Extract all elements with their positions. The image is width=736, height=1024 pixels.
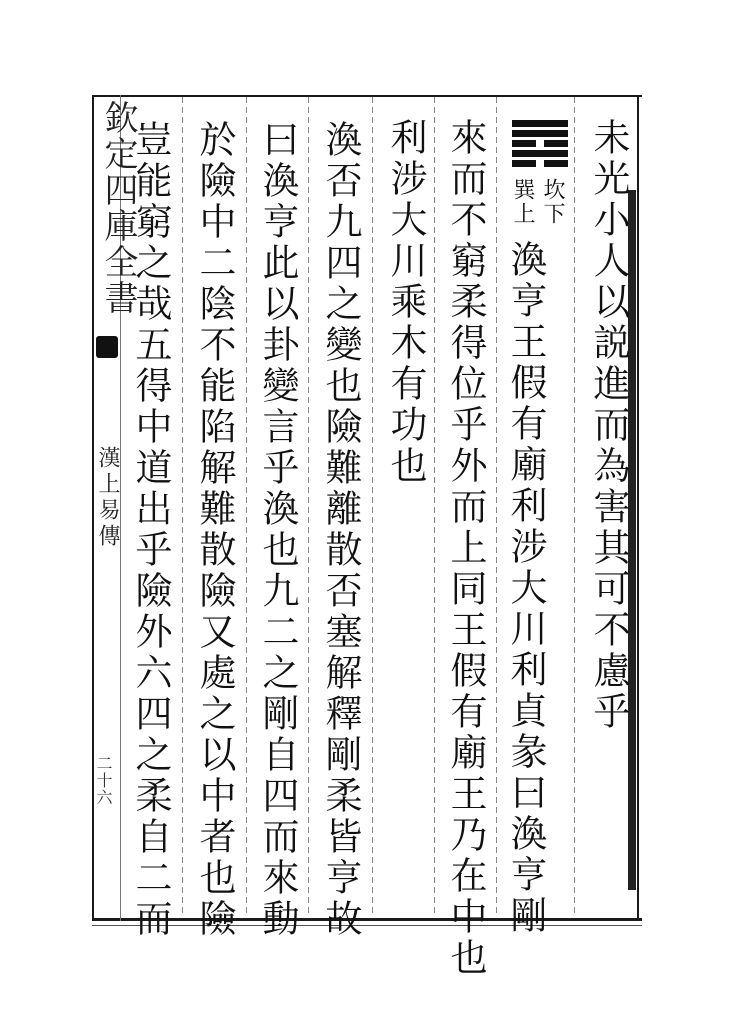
text-column-3: 來而不窮柔得位乎外而上同王假有廟王乃在中也 (444, 118, 487, 979)
hexagram-line (512, 160, 536, 167)
frame-top-rule (92, 95, 642, 97)
hexagram-line (544, 140, 568, 147)
text-column-8: 豈能窮之哉五得中道出乎險外六四之柔自二而 (129, 120, 172, 940)
fish-tail-mark (96, 336, 118, 358)
text-column-6: 曰渙亨此以卦變言乎渙也九二之剛自四而來動 (256, 120, 299, 940)
frame-right-rule (637, 95, 639, 921)
hexagram-line (512, 120, 568, 127)
text-column-2: 渙亨王假有廟利涉大川利貞彖曰渙亨剛 (504, 240, 547, 937)
upper-trigram-label: 巽上 (510, 178, 535, 226)
page-number: 二十六 (94, 755, 113, 806)
column-divider (246, 97, 247, 917)
text-column-5: 渙否九四之變也險難離散否塞解釋剛柔皆亨故 (319, 120, 362, 940)
hexagram-line (544, 160, 568, 167)
column-divider (308, 97, 309, 917)
hexagram-line (512, 150, 568, 157)
text-column-4: 利涉大川乘木有功也 (384, 118, 427, 487)
column-divider (496, 97, 497, 917)
column-divider (182, 97, 183, 917)
text-column-1: 未光小人以説進而為害其可不慮乎 (587, 118, 630, 733)
hexagram-line (512, 140, 536, 147)
hexagram-line (512, 130, 568, 137)
collection-title: 欽定四庫全書 (98, 100, 138, 316)
hexagram-symbol (512, 120, 568, 168)
text-column-7: 於險中二陰不能陷解難散險又處之以中者也險 (193, 120, 236, 940)
book-title: 漢上易傳 (95, 446, 120, 550)
frame-bottom-rule (92, 918, 642, 921)
column-divider (372, 97, 373, 917)
frame-bottom-rule-inner (92, 925, 642, 926)
lower-trigram-label: 坎下 (540, 178, 565, 226)
column-divider (434, 97, 435, 917)
column-divider (574, 97, 575, 917)
